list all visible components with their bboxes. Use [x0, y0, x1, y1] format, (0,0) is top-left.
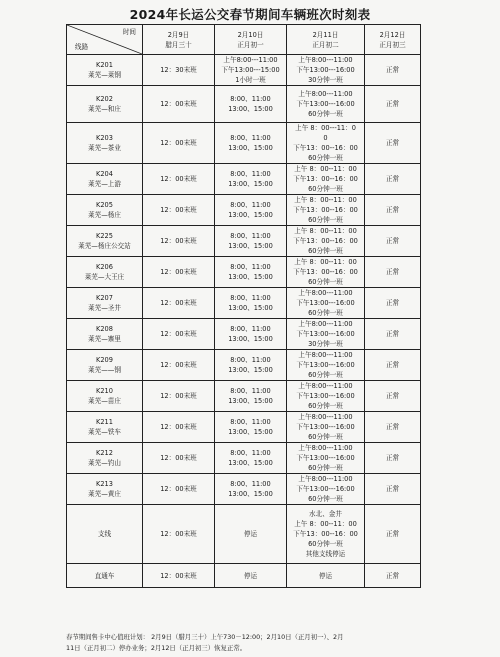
- feb9-cell: [143, 350, 215, 381]
- schedule-text: 13:00、15:00: [228, 211, 273, 219]
- schedule-text: 12：00末班: [160, 237, 197, 245]
- schedule-text: 正常: [385, 100, 400, 108]
- table-row: [67, 443, 421, 474]
- route-cell: [67, 164, 143, 195]
- schedule-text: 60分钟一班: [308, 464, 343, 472]
- schedule-text: 下午13：00--16：00: [293, 144, 358, 152]
- header-row: [67, 25, 421, 55]
- schedule-text: 8:00、11:00: [230, 263, 271, 271]
- route-label: 线路: [75, 43, 89, 51]
- schedule-text: 12：30末班: [160, 66, 197, 74]
- schedule-text: 12：00末班: [160, 206, 197, 214]
- route-code: K205: [96, 201, 113, 209]
- column-date: 2月9日: [167, 30, 190, 39]
- feb12-cell: [365, 381, 421, 412]
- route-name: 莱芜—杨庄: [88, 211, 121, 219]
- schedule-text: 下午13:00---16:00: [296, 392, 355, 400]
- feb12-cell: [365, 505, 421, 564]
- schedule-text: 下午13：00--16：00: [293, 206, 358, 214]
- feb10-cell: [215, 288, 287, 319]
- feb12-cell: [365, 226, 421, 257]
- route-code: K207: [96, 294, 113, 302]
- schedule-text: 上午 8：00--11：00: [294, 196, 357, 204]
- route-code: K201: [96, 61, 113, 69]
- schedule-text: 12：00末班: [160, 330, 197, 338]
- table-row: [67, 474, 421, 505]
- schedule-text: 正常: [385, 299, 400, 307]
- table-row: [67, 226, 421, 257]
- route-cell: [67, 412, 143, 443]
- schedule-text: 上午 8：00--11：00: [294, 227, 357, 235]
- feb9-cell: [143, 226, 215, 257]
- schedule-text: 30分钟一班: [308, 76, 343, 84]
- feb10-cell: [215, 443, 287, 474]
- feb12-cell: [365, 195, 421, 226]
- feb11-cell: [287, 443, 365, 474]
- schedule-text: 下午13：00--16：00: [293, 175, 358, 183]
- schedule-text: 上午8:00---11:00: [298, 413, 353, 421]
- feb12-cell: [365, 443, 421, 474]
- feb10-cell: [215, 412, 287, 443]
- schedule-text: 8:00、11:00: [230, 232, 271, 240]
- schedule-text: 12：00末班: [160, 100, 197, 108]
- schedule-text: 下午13:00---16:00: [296, 100, 355, 108]
- feb9-cell: [143, 443, 215, 474]
- route-code: K202: [96, 95, 113, 103]
- schedule-text: 上午8:00---11:00: [298, 382, 353, 390]
- route-name: 莱芜—寨里: [88, 335, 121, 343]
- schedule-text: 上午 8：00--11：00: [294, 520, 357, 528]
- schedule-text: 正常: [385, 66, 400, 74]
- schedule-text: 正常: [385, 571, 400, 580]
- schedule-text: 8:00、11:00: [230, 134, 271, 142]
- table-row: [67, 257, 421, 288]
- schedule-text: 上午8:00---11:00: [298, 475, 353, 483]
- schedule-text: 13:00、15:00: [228, 490, 273, 498]
- feb12-cell: [365, 474, 421, 505]
- feb12-cell: [365, 319, 421, 350]
- feb11-cell: [287, 86, 365, 123]
- feb11-cell: [287, 474, 365, 505]
- schedule-text: 0: [323, 134, 328, 142]
- feb10-cell: [215, 226, 287, 257]
- feb9-cell: [143, 164, 215, 195]
- route-cell: [67, 123, 143, 164]
- schedule-text: 30分钟一班: [308, 340, 343, 348]
- feb11-cell: [287, 226, 365, 257]
- feb10-cell: [215, 474, 287, 505]
- route-cell: [67, 443, 143, 474]
- schedule-text: 下午13:00---16:00: [296, 361, 355, 369]
- feb11-cell: [287, 195, 365, 226]
- feb11-cell: [287, 350, 365, 381]
- schedule-text: 13:00、15:00: [228, 335, 273, 343]
- schedule-text: 正常: [385, 454, 400, 462]
- schedule-text: 8:00、11:00: [230, 294, 271, 302]
- feb12-cell: [365, 412, 421, 443]
- route-name: 莱芜—苗庄: [88, 397, 121, 405]
- route-name: 直通车: [94, 571, 115, 580]
- table-row: [67, 381, 421, 412]
- schedule-text: 停运: [243, 571, 258, 580]
- feb10-cell: [215, 195, 287, 226]
- schedule-text: 正常: [385, 237, 400, 245]
- feb9-cell: [143, 123, 215, 164]
- table-row: [67, 123, 421, 164]
- schedule-text: 上午8:00---11:00: [298, 90, 353, 98]
- schedule-text: 停运: [243, 530, 258, 538]
- route-code: K203: [96, 134, 113, 142]
- schedule-text: 60分钟一班: [308, 540, 343, 548]
- schedule-text: 正常: [385, 268, 400, 276]
- schedule-text: 下午13:00---16:00: [296, 454, 355, 462]
- schedule-text: 下午13：00--16：00: [293, 530, 358, 538]
- footer-line-2: 11日（正月初二）停办业务；2月12日（正月初三）恢复正常。: [66, 644, 247, 652]
- feb9-cell: [143, 412, 215, 443]
- schedule-text: 13:00、15:00: [228, 304, 273, 312]
- schedule-text: 上午 8：00--11：00: [294, 258, 357, 266]
- route-cell: [67, 288, 143, 319]
- schedule-text: 12：00末班: [160, 268, 197, 276]
- route-cell: [67, 505, 143, 564]
- route-name: 莱芜—和庄: [88, 105, 121, 113]
- route-name: 莱芜—茶业: [88, 144, 121, 152]
- schedule-text: 60分钟一班: [308, 433, 343, 441]
- feb10-cell: [215, 123, 287, 164]
- schedule-text: 12：00末班: [160, 530, 197, 538]
- route-name: 莱芜—黄庄: [88, 490, 121, 498]
- schedule-text: 60分钟一班: [308, 402, 343, 410]
- schedule-text: 12：00末班: [160, 361, 197, 369]
- schedule-text: 上午 8：00--11：00: [294, 165, 357, 173]
- schedule-text: 12：00末班: [160, 299, 197, 307]
- timetable: [66, 24, 421, 588]
- route-cell: [67, 474, 143, 505]
- feb11-cell: [287, 55, 365, 86]
- feb12-cell: [365, 257, 421, 288]
- route-code: K209: [96, 356, 113, 364]
- feb10-cell: [215, 564, 287, 588]
- column-lunar: 正月初三: [379, 40, 406, 49]
- feb10-cell: [215, 350, 287, 381]
- schedule-text: 水北、金井: [309, 510, 342, 518]
- feb11-cell: [287, 381, 365, 412]
- route-cell: [67, 564, 143, 588]
- schedule-text: 60分钟一班: [308, 154, 343, 162]
- feb9-cell: [143, 195, 215, 226]
- schedule-text: 下午13:00---16:00: [296, 485, 355, 493]
- feb10-cell: [215, 164, 287, 195]
- schedule-text: 上午 8：00---11：0: [295, 124, 356, 132]
- route-name: 莱芜—钓山: [88, 459, 121, 467]
- feb9-cell: [143, 86, 215, 123]
- feb11-cell: [287, 319, 365, 350]
- feb12-cell: [365, 350, 421, 381]
- schedule-text: 正常: [385, 175, 400, 183]
- schedule-text: 下午13:00---16:00: [296, 299, 355, 307]
- schedule-text: 正常: [385, 361, 400, 369]
- schedule-text: 60分钟一班: [308, 278, 343, 286]
- feb11-cell: [287, 164, 365, 195]
- table-row: [67, 195, 421, 226]
- table-row: [67, 319, 421, 350]
- schedule-text: 13:00、15:00: [228, 459, 273, 467]
- service-center-note: [66, 632, 426, 654]
- column-date: 2月11日: [312, 30, 339, 39]
- column-lunar: 腊月三十: [165, 40, 192, 49]
- feb9-cell: [143, 288, 215, 319]
- schedule-text: 下午13:00---16:00: [296, 66, 355, 74]
- schedule-text: 上午8:00---11:00: [298, 444, 353, 452]
- schedule-text: 13:00、15:00: [228, 144, 273, 152]
- table-row: [67, 86, 421, 123]
- feb9-cell: [143, 257, 215, 288]
- table-row: [67, 164, 421, 195]
- schedule-text: 60分钟一班: [308, 110, 343, 118]
- time-label: 时间: [122, 28, 136, 36]
- feb11-cell: [287, 412, 365, 443]
- route-code: K213: [96, 480, 113, 488]
- schedule-text: 13:00、15:00: [228, 397, 273, 405]
- route-name: 莱芜—大王庄: [84, 273, 125, 281]
- schedule-text: 60分钟一班: [308, 216, 343, 224]
- schedule-text: 13:00、15:00: [228, 366, 273, 374]
- schedule-text: 下午13:00---16:00: [296, 330, 355, 338]
- route-name: 莱芜——钢: [88, 366, 121, 374]
- schedule-text: 12：00末班: [160, 139, 197, 147]
- schedule-text: 8:00、11:00: [230, 356, 271, 364]
- route-name: 莱芜—铁车: [88, 428, 121, 436]
- schedule-text: 12：00末班: [160, 175, 197, 183]
- feb10-cell: [215, 505, 287, 564]
- column-header-feb11: [287, 25, 365, 55]
- schedule-text: 停运: [318, 571, 333, 580]
- route-code: K225: [96, 232, 113, 240]
- schedule-text: 13:00、15:00: [228, 105, 273, 113]
- schedule-text: 8:00、11:00: [230, 449, 271, 457]
- feb12-cell: [365, 288, 421, 319]
- route-cell: [67, 350, 143, 381]
- feb10-cell: [215, 86, 287, 123]
- feb11-cell: [287, 564, 365, 588]
- schedule-text: 60分钟一班: [308, 247, 343, 255]
- route-code: K211: [96, 418, 113, 426]
- schedule-text: 正常: [385, 530, 400, 538]
- route-cell: [67, 55, 143, 86]
- schedule-text: 正常: [385, 485, 400, 493]
- schedule-text: 8:00、11:00: [230, 325, 271, 333]
- route-name: 支线: [97, 530, 112, 538]
- schedule-text: 正常: [385, 392, 400, 400]
- schedule-text: 1小时一班: [235, 76, 266, 84]
- schedule-text: 下午13:00---16:00: [296, 423, 355, 431]
- schedule-text: 上午8:00---11:00: [223, 56, 278, 64]
- schedule-text: 12：00末班: [160, 485, 197, 493]
- route-code: K212: [96, 449, 113, 457]
- feb12-cell: [365, 86, 421, 123]
- schedule-text: 正常: [385, 206, 400, 214]
- route-cell: [67, 319, 143, 350]
- table-row: [67, 350, 421, 381]
- feb10-cell: [215, 55, 287, 86]
- schedule-text: 下午13:00---15:00: [221, 66, 280, 74]
- schedule-text: 8:00、11:00: [230, 480, 271, 488]
- feb11-cell: [287, 288, 365, 319]
- schedule-text: 正常: [385, 330, 400, 338]
- feb12-cell: [365, 123, 421, 164]
- schedule-text: 8:00、11:00: [230, 95, 271, 103]
- route-cell: [67, 381, 143, 412]
- schedule-text: 60分钟一班: [308, 371, 343, 379]
- route-name: 莱芜—杨庄公交站: [78, 242, 131, 250]
- page-title: 2024年长运公交春节期间车辆班次时刻表: [129, 7, 371, 22]
- schedule-text: 8:00、11:00: [230, 201, 271, 209]
- route-name: 莱芜—上游: [88, 180, 121, 188]
- feb9-cell: [143, 505, 215, 564]
- feb9-cell: [143, 564, 215, 588]
- feb12-cell: [365, 564, 421, 588]
- feb10-cell: [215, 319, 287, 350]
- schedule-text: 8:00、11:00: [230, 418, 271, 426]
- feb10-cell: [215, 381, 287, 412]
- schedule-text: 下午13：00--16：00: [293, 268, 358, 276]
- feb11-cell: [287, 505, 365, 564]
- schedule-text: 13:00、15:00: [228, 428, 273, 436]
- schedule-text: 13:00、15:00: [228, 180, 273, 188]
- schedule-text: 13:00、15:00: [228, 242, 273, 250]
- feb11-cell: [287, 257, 365, 288]
- column-header-feb10: [215, 25, 287, 55]
- route-name: 莱芜—圣井: [88, 304, 121, 312]
- column-lunar: 正月初一: [237, 40, 264, 49]
- route-code: K210: [96, 387, 113, 395]
- schedule-text: 60分钟一班: [308, 309, 343, 317]
- column-lunar: 正月初二: [312, 40, 339, 49]
- table-row: [67, 288, 421, 319]
- schedule-text: 8:00、11:00: [230, 387, 271, 395]
- schedule-text: 上午8:00---11:00: [298, 351, 353, 359]
- schedule-text: 正常: [385, 423, 400, 431]
- feb9-cell: [143, 474, 215, 505]
- route-cell: [67, 257, 143, 288]
- route-code: K208: [96, 325, 113, 333]
- schedule-text: 上午8:00---11:00: [298, 56, 353, 64]
- table-row: [67, 412, 421, 443]
- column-header-feb9: [143, 25, 215, 55]
- column-header-feb12: [365, 25, 421, 55]
- route-code: K204: [96, 170, 113, 178]
- schedule-text: 下午13：00--16：00: [293, 237, 358, 245]
- schedule-text: 60分钟一班: [308, 185, 343, 193]
- schedule-text: 其他支线停运: [305, 550, 346, 558]
- schedule-text: 60分钟一班: [308, 495, 343, 503]
- feb9-cell: [143, 381, 215, 412]
- schedule-text: 12：00末班: [160, 392, 197, 400]
- schedule-text: 上午8:00---11:00: [298, 320, 353, 328]
- table-row: [67, 55, 421, 86]
- feb11-cell: [287, 123, 365, 164]
- column-date: 2月12日: [379, 30, 406, 39]
- schedule-text: 12：00末班: [160, 454, 197, 462]
- feb9-cell: [143, 55, 215, 86]
- feb12-cell: [365, 55, 421, 86]
- table-row: [67, 505, 421, 564]
- corner-header-cell: [67, 25, 143, 55]
- schedule-text: 上午8:00---11:00: [298, 289, 353, 297]
- schedule-text: 12：00末班: [160, 571, 197, 580]
- schedule-text: 12：00末班: [160, 423, 197, 431]
- feb12-cell: [365, 164, 421, 195]
- route-code: K206: [96, 263, 113, 271]
- route-cell: [67, 226, 143, 257]
- column-date: 2月10日: [237, 30, 264, 39]
- schedule-text: 13:00、15:00: [228, 273, 273, 281]
- feb9-cell: [143, 319, 215, 350]
- route-cell: [67, 195, 143, 226]
- feb10-cell: [215, 257, 287, 288]
- route-name: 莱芜—莱钢: [88, 71, 121, 79]
- footer-line-1: 春节期间售卡中心值班计划： 2月9日（腊月三十）上午730－12:00；2月10日（正月初一）、2月: [66, 633, 344, 641]
- schedule-text: 正常: [385, 139, 400, 147]
- table-row: [67, 564, 421, 588]
- route-cell: [67, 86, 143, 123]
- schedule-text: 8:00、11:00: [230, 170, 271, 178]
